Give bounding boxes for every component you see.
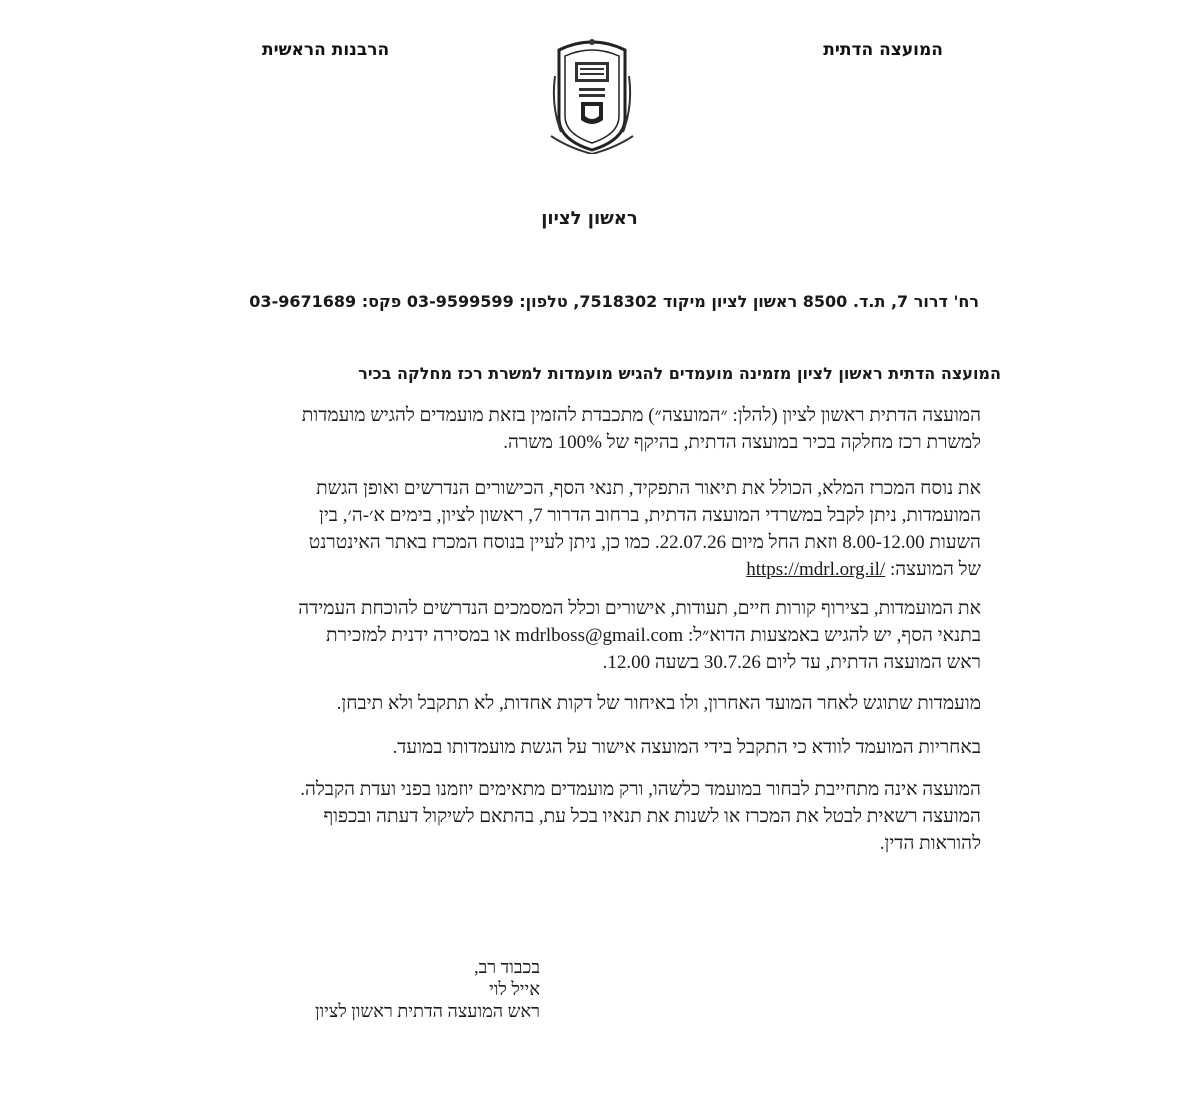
text-fragment: או במסירה ידנית למזכירת (326, 625, 511, 646)
text-line: מועמדות שתוגש לאחר המועד האחרון, ולו באיחור של דקות אחדות, לא תתקבל ולא תיבחן. (336, 693, 981, 714)
email-link[interactable]: mdrlboss@gmail.com (515, 625, 684, 646)
paragraph-invitation (151, 402, 981, 456)
city-name: ראשון לציון (541, 208, 638, 229)
letter-subject: המועצה הדתית ראשון לציון מזמינה מועמדים להגיש מועמדות למשרת רכז מחלקה בכיר (358, 364, 1001, 383)
paragraph-submission (151, 595, 981, 676)
signature-block (240, 956, 540, 1022)
signer-name: אייל לוי (489, 979, 540, 999)
website-link[interactable]: https://mdrl.org.il/ (746, 559, 886, 580)
text-line: להוראות הדין. (879, 833, 981, 854)
text-line (151, 622, 981, 649)
header-religious-council: המועצה הדתית (823, 40, 943, 60)
text-line: ראש המועצה הדתית, עד ליום 30.7.26 בשעה 12.00. (602, 652, 981, 673)
text-line: המועמדות, ניתן לקבל במשרדי המועצה הדתית, ברחוב הדרור 7, ראשון לציון, בימים א׳-ה׳, בין (318, 505, 981, 526)
text-line: המועצה אינה מתחייבת לבחור במועמד כלשהו, ורק מועמדים מתאימים יוזמנו בפני ועדת הקבלה. (300, 779, 981, 800)
text-fragment: בתנאי הסף, יש להגיש באמצעות הדוא״ל: (687, 625, 981, 646)
paragraph-tender-details (151, 475, 981, 583)
text-fragment: של המועצה: (889, 559, 981, 580)
text-line: את נוסח המכרז המלא, הכולל את תיאור התפקיד, תנאי הסף, הכישורים הנדרשים ואופן הגשת (316, 478, 981, 499)
paragraph-confirmation (151, 734, 981, 761)
header-chief-rabbinate: הרבנות הראשית (262, 40, 390, 60)
text-line: למשרת רכז מחלקה בכיר במועצה הדתית, בהיקף של 100% משרה. (503, 432, 981, 453)
paragraph-late-submission (151, 690, 981, 717)
signer-title: ראש המועצה הדתית ראשון לציון (314, 1001, 540, 1021)
closing-greeting: בכבוד רב, (474, 957, 540, 977)
city-emblem-icon (549, 36, 635, 154)
text-line: המועצה רשאית לבטל את המכרז או לשנות את תנאיו בכל עת, בהתאם לשיקול דעתה ובכפוף (323, 806, 981, 827)
contact-address-line: רח' דרור 7, ת.ד. 8500 ראשון לציון מיקוד 7518302, טלפון: 03-9599599 פקס: 03-9671689 (249, 292, 979, 311)
text-line: באחריות המועמד לוודא כי התקבל בידי המועצה אישור על הגשת מועמדותו במועד. (392, 737, 981, 758)
paragraph-disclaimer (151, 776, 981, 857)
text-line: את המועמדות, בצירוף קורות חיים, תעודות, אישורים וכלל המסמכים הנדרשים להוכחת העמידה (298, 598, 981, 619)
text-line (151, 556, 981, 583)
text-line: השעות 8.00-12.00 וזאת החל מיום 22.07.26. כמו כן, ניתן לעיין בנוסח המכרז באתר האינטרנט (308, 532, 981, 553)
text-line: המועצה הדתית ראשון לציון (להלן: ״המועצה״) מתכבדת להזמין בזאת מועמדים להגיש מועמדות (301, 405, 981, 426)
